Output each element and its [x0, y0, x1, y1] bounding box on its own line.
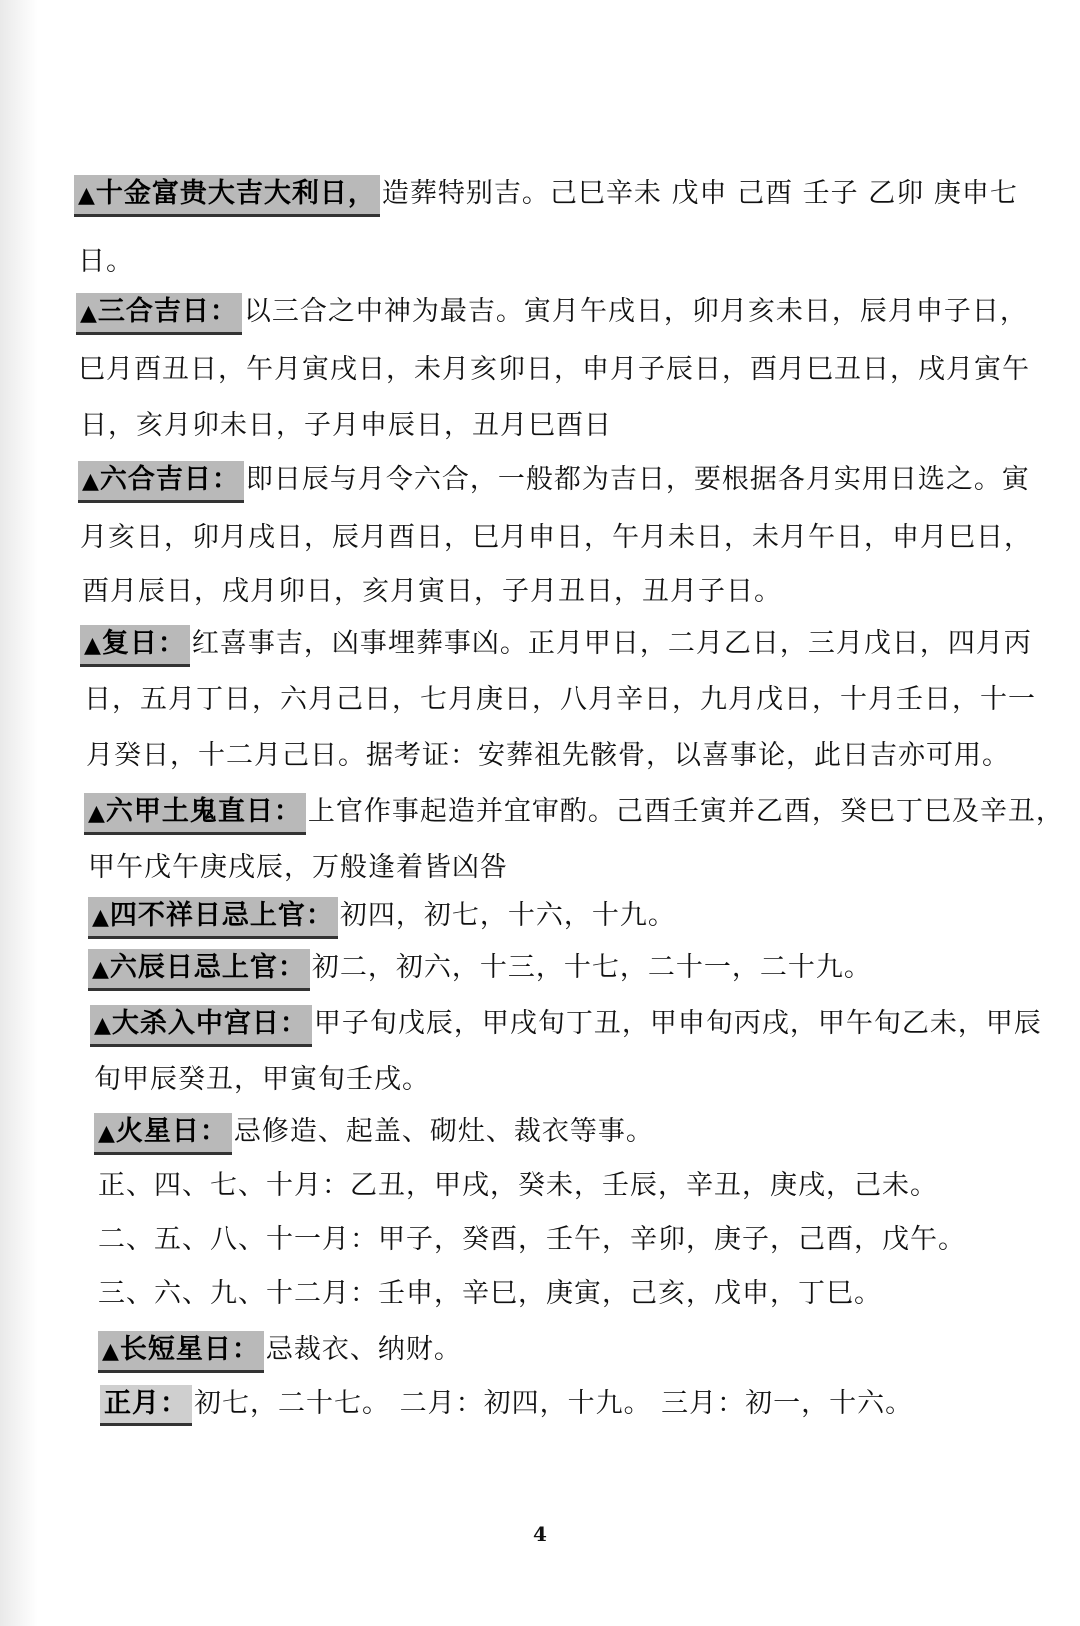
entry-line	[98, 1330, 462, 1373]
entry-text: 初四，初七，十六，十九。	[339, 900, 676, 931]
triangle-icon: ▲	[88, 800, 106, 826]
entry-line: 巳月酉丑日，午月寅戌日，未月亥卯日，申月子辰日，酉月巳丑日，戌月寅午	[78, 354, 1030, 385]
entry-line	[74, 174, 1018, 217]
entry-line	[94, 1112, 654, 1155]
entry-line	[84, 792, 1064, 835]
page-number: 4	[533, 1522, 547, 1546]
entry-heading: ▲六辰日忌上官：	[88, 949, 310, 991]
entry-line	[80, 624, 1032, 667]
entry-heading: ▲大杀入中宫日：	[90, 1005, 312, 1047]
entry-text: 忌裁衣、纳财。	[265, 1334, 462, 1365]
entry-heading: ▲长短星日：	[98, 1331, 264, 1373]
entry-text: 红喜事吉，凶事埋葬事凶。正月甲日，二月乙日，三月戊日，四月丙	[191, 628, 1032, 659]
triangle-icon: ▲	[84, 632, 102, 658]
triangle-icon: ▲	[82, 468, 100, 494]
entry-text: 忌修造、起盖、砌灶、裁衣等事。	[233, 1116, 654, 1147]
scan-edge-shadow	[0, 0, 38, 1626]
entry-line: 甲午戊午庚戌辰，万般逢着皆凶咎	[88, 852, 508, 883]
entry-line: 月癸日，十二月己日。据考证：安葬祖先骸骨，以喜事论，此日吉亦可用。	[86, 740, 1010, 771]
entry-text: 初二，初六，十三，十七，二十一，二十九。	[311, 952, 872, 983]
triangle-icon: ▲	[102, 1338, 120, 1364]
entry-heading: ▲六甲土鬼直日：	[84, 793, 306, 835]
entry-line	[78, 460, 1030, 503]
triangle-icon: ▲	[98, 1120, 116, 1146]
entry-text: 上官作事起造并宜审酌。己酉壬寅并乙酉，癸巳丁巳及辛丑，	[307, 796, 1064, 827]
entry-line: 日。	[78, 246, 134, 277]
entry-text: 初七，二十七。 二月：初四，十九。 三月：初一，十六。	[194, 1388, 914, 1419]
entry-line	[76, 292, 1028, 335]
entry-line	[88, 896, 676, 939]
entry-heading: ▲十金富贵大吉大利日，	[74, 175, 380, 217]
entry-heading: 正月：	[100, 1385, 192, 1426]
triangle-icon: ▲	[92, 904, 110, 930]
entry-line: 月亥日，卯月戌日，辰月酉日，巳月申日，午月未日，未月午日，申月巳日，	[80, 522, 1032, 553]
entry-heading: ▲四不祥日忌上官：	[88, 897, 338, 939]
triangle-icon: ▲	[80, 300, 98, 326]
triangle-icon: ▲	[94, 1012, 112, 1038]
entry-line: 旬甲辰癸丑，甲寅旬壬戌。	[94, 1064, 430, 1095]
entry-heading: ▲火星日：	[94, 1113, 232, 1155]
entry-text: 甲子旬戊辰，甲戌旬丁丑，甲申旬丙戌，甲午旬乙未，甲辰	[313, 1008, 1042, 1039]
entry-line: 正、四、七、十月：乙丑，甲戌，癸未，壬辰，辛丑，庚戌，己未。	[98, 1170, 938, 1201]
entry-line: 二、五、八、十一月：甲子，癸酉，壬午，辛卯，庚子，己酉，戊午。	[98, 1224, 966, 1255]
entry-line	[100, 1384, 913, 1426]
entry-heading: ▲三合吉日：	[76, 293, 242, 335]
entry-line: 日，亥月卯未日，子月申辰日，丑月巳酉日	[80, 410, 612, 441]
entry-line: 日，五月丁日，六月己日，七月庚日，八月辛日，九月戊日，十月壬日，十一	[84, 684, 1036, 715]
entry-text: 以三合之中神为最吉。寅月午戌日，卯月亥未日，辰月申子日，	[243, 296, 1028, 327]
entry-line: 酉月辰日，戌月卯日，亥月寅日，子月丑日，丑月子日。	[82, 576, 782, 607]
triangle-icon: ▲	[78, 182, 96, 208]
entry-heading: ▲复日：	[80, 625, 190, 667]
entry-text: 造葬特别吉。己巳辛未 戊申 己酉 壬子 乙卯 庚申七	[381, 178, 1018, 209]
entry-line	[90, 1004, 1042, 1047]
entry-text: 即日辰与月令六合，一般都为吉日，要根据各月实用日选之。寅	[245, 464, 1030, 495]
entry-line	[88, 948, 872, 991]
entry-line: 三、六、九、十二月：壬申，辛巳，庚寅，己亥，戊申，丁巳。	[98, 1278, 882, 1309]
triangle-icon: ▲	[92, 956, 110, 982]
entry-heading: ▲六合吉日：	[78, 461, 244, 503]
